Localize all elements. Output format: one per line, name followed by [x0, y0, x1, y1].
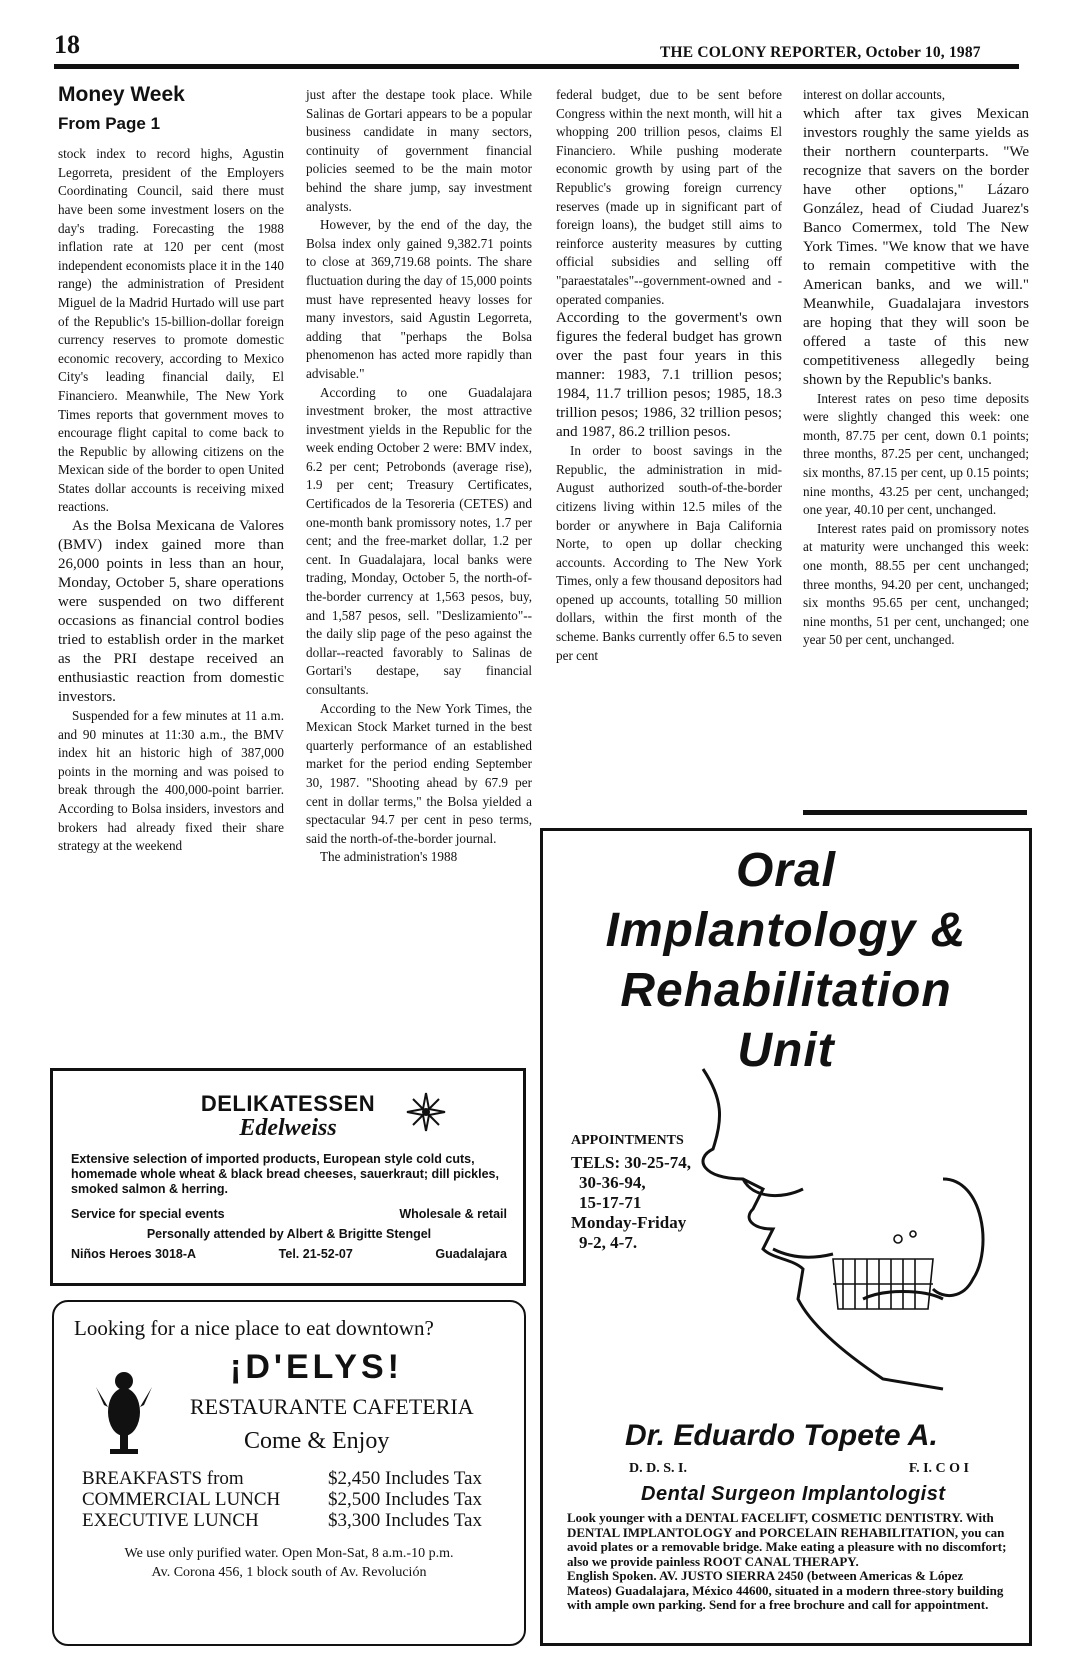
dental-title-line: Unit [737, 1024, 835, 1077]
deli-city: Guadalajara [435, 1247, 507, 1261]
headline: Money Week [58, 83, 185, 106]
paragraph: According to the New York Times, the Mexican Stock Market turned in the best quarterly performance of an established market for the period ending September 30, 1987. "Shooting ahead by 67.9 per cent in dollar terms," the Bolsa yielded a spectacular 94.7 per cent in peso terms, said the north-of-the-border journal. [306, 700, 532, 846]
dental-doctor-name: Dr. Eduardo Topete A. [625, 1419, 938, 1452]
article-column-1 [58, 83, 284, 856]
deli-name: DELIKATESSEN [200, 1091, 376, 1116]
ad-delikatessen [50, 1068, 526, 1286]
dental-degree: F. I. C O I [908, 1461, 969, 1476]
restaurant-tagline: Come & Enjoy [244, 1428, 390, 1454]
dental-degree: D. D. S. I. [629, 1461, 687, 1476]
menu-price: $3,300 Includes Tax [328, 1510, 482, 1531]
restaurant-name: ¡D'ELYS! [230, 1348, 403, 1386]
column-rule [803, 810, 1027, 815]
menu-price: $2,450 Includes Tax [328, 1468, 482, 1489]
face-illustration-icon [683, 1059, 1013, 1399]
dental-body-text: English Spoken. AV. JUSTO SIERRA 2450 (between Americas & López Mateos) Guadalajara, México 44600, situated in a modern three-story building with ample own parking. Send for a free brochure and call for appointment. [567, 1568, 1004, 1612]
deli-description: Extensive selection of imported products, European style cold cuts, homemade whole wheat & black bread cheeses, sauerkraut; dill pickles, smoked salmon & herring. [71, 1152, 499, 1196]
dental-phone-line: 30-36-94, [579, 1173, 646, 1192]
menu-row [82, 1489, 482, 1510]
dental-title [543, 841, 1029, 1081]
restaurant-footer-hours: We use only purified water. Open Mon-Sat, 8 a.m.-10 p.m. [124, 1546, 454, 1561]
paragraph: which after tax gives Mexican investors roughly the same yields as their northern counterparts. "We recognize that savers on the border have other options," Lázaro González, head of Ciudad Juarez's Banco Comermex, told The New York Times. "We know that we have to remain competitive with the American banks, and we will." Meanwhile, Guadalajara investors are hoping that they will soon be offered a taste of this new competitiveness allegedly being shown by the Republic's banks. [803, 105, 1029, 388]
deli-attended: Personally attended by Albert & Brigitte Stengel [146, 1227, 432, 1241]
top-rule [54, 64, 1019, 69]
masthead: THE COLONY REPORTER, October 10, 1987 [660, 44, 981, 61]
dental-title-line: Implantology & [605, 904, 967, 957]
paragraph: just after the destape took place. While Salinas de Gortari appears to be a popular business candidate in many sectors, continuity of government financial policies seemed to be the main motor behind the share jump, say investment analysts. [306, 87, 532, 214]
menu-row [82, 1510, 482, 1531]
dental-phones [571, 1153, 691, 1253]
paragraph: federal budget, due to be sent before Congress within the next month, will hit a whopping 200 trillion pesos, claims El Financiero. While pushing moderate economic growth by using part of the Republic's growing foreign currency reserves (made up in significant part of foreign loans), the budget still aims to reinforce austerity measures by cutting official subsidies and selling off "paraestatales"--government-owned and -operated companies. [556, 87, 782, 307]
deli-service: Service for special events [71, 1207, 225, 1221]
menu-item: COMMERCIAL LUNCH [82, 1489, 281, 1510]
page-number: 18 [54, 30, 80, 59]
paragraph: Interest rates on peso time deposits were slightly changed this week: one month, 87.75 per cent, down 0.1 points; three months, 87.25 per cent, unchanged; six months, 87.15 per cent, up 0.15 points; nine months, 43.25 per cent, unchanged; one year, 40.10 per cent, unchanged. [803, 390, 1029, 518]
paragraph: Interest rates paid on promissory notes at maturity were unchanged this week: one month, 88.55 per cent unchanged; three months, 94.20 per cent, unchanged; six months 95.65 per cent, unchanged; nine months, 51 per cent, unchanged; one year 50 per cent, unchanged. [803, 520, 1029, 648]
restaurant-menu [82, 1468, 482, 1531]
menu-item: BREAKFASTS from [82, 1468, 244, 1489]
deli-phone: Tel. 21-52-07 [278, 1247, 353, 1261]
dental-role: Dental Surgeon Implantologist [641, 1483, 946, 1505]
paragraph: According to one Guadalajara investment broker, the most attractive investment yields in the Republic for the week ending October 2 were: BMV index, 6.2 per cent; Petrobonds (average rise), 1.9 per cent; Treasury Certificates, Certificados de la Tesoreria (CETES) and one-month bank promissory notes, 1.7 per cent; and the free-market dollar, 1.2 per cent. In Guadalajara, local banks were trading, Monday, October 5, the north-of-the-border currency at 1,563 pesos, buy, and 1,587 pesos, sell. "Deslizamiento"--the daily slip page of the peso against the dollar--reacted favorably to Salinas de Gortari's destape, say financial consultants. [306, 384, 532, 697]
dental-body-text: Look younger with a DENTAL FACELIFT, COSMETIC DENTISTRY. With DENTAL IMPLANTOLOGY and PORCELAIN REHABILITATION, you can avoid plates or a removable bridge. Make eating a pleasure with no discomfort; also we provide painless ROOT CANAL THERAPY. [567, 1510, 1007, 1569]
edelweiss-flower-icon [403, 1089, 449, 1135]
paragraph: In order to boost savings in the Republic, the administration in mid-August authorized south-of-the-border citizens living within 12.5 miles of the border or anywhere in Baja California Norte, to open up dollar checking accounts. According to The New York Times, only a few thousand depositors had opened up accounts, totalling 50 million dollars, within the first month of the scheme. Banks currently offer 6.5 to seven per cent [556, 443, 782, 663]
restaurant-subtitle: RESTAURANTE CAFETERIA [190, 1394, 474, 1419]
menu-item: EXECUTIVE LUNCH [82, 1510, 259, 1531]
restaurant-question: Looking for a nice place to eat downtown? [74, 1316, 434, 1340]
deli-script-name: Edelweiss [239, 1115, 337, 1141]
deli-address: Niños Heroes 3018-A [71, 1247, 197, 1261]
article-column-2 [306, 86, 532, 867]
paragraph: stock index to record highs, Agustin Legorreta, president of the Employers Coordinating Council, said there must have been some investment losers on the day's trading. Forecasting the 1988 inflation rate at 120 per cent (most independent economists place it in the 140 range) the administration of President Miguel de la Madrid Hurtado will use part of the Republic's 15-billion-dollar foreign currency reserves to promote domestic economic recovery, according to Mexico City's leading financial daily, El Financiero. Meanwhile, The New York Times reports that government moves to encourage flight capital to come back to the Republic by allowing citizens on the Mexican side of the border to open United States dollar accounts is receiving mixed reactions. [58, 146, 284, 515]
dental-hours-line: Monday-Friday [571, 1213, 687, 1232]
ad-dental [540, 828, 1032, 1646]
dental-appointments-label: APPOINTMENTS [571, 1133, 684, 1148]
dental-hours-line: 9-2, 4-7. [579, 1233, 638, 1252]
dental-degrees [629, 1461, 969, 1477]
paragraph: According to the goverment's own figures the federal budget has grown over the past four years in this manner: 1983, 7.1 trillion pesos; 1984, 11.7 trillion pesos; 1985, 18.3 trillion pesos; 1986, 32 trillion pesos; and 1987, 86.2 trillion pesos. [556, 310, 782, 441]
dental-body [567, 1511, 1007, 1613]
deli-wholesale: Wholesale & retail [399, 1207, 507, 1221]
article-column-3 [556, 86, 782, 818]
dental-phone-line: TELS: 30-25-74, [571, 1153, 691, 1172]
menu-row [82, 1468, 482, 1489]
dental-title-line: Rehabilitation [620, 964, 952, 1017]
bird-logo-icon [94, 1357, 154, 1457]
restaurant-footer [54, 1544, 524, 1582]
paragraph: However, by the end of the day, the Bolsa index only gained 9,382.71 points to close at 369,719.68 points. The share fluctuation during the day of 15,000 points must have represented heavy losses for many investors, said Agustin Legorreta, adding that "perhaps the Bolsa phenomenon has acted more rapidly than advisable." [306, 217, 532, 381]
restaurant-footer-address: Av. Corona 456, 1 block south of Av. Revolución [151, 1565, 427, 1580]
dental-phone-line: 15-17-71 [579, 1193, 642, 1212]
article-column-4 [803, 86, 1029, 810]
subhead: From Page 1 [58, 113, 161, 133]
paragraph: Suspended for a few minutes at 11 a.m. and 90 minutes at 11:30 a.m., the BMV index hit an historic high of 387,000 points in the morning and was poised to break through the 400,000-point barrier. According to Bolsa insiders, investors and brokers had already fixed their share strategy at the weekend [58, 708, 284, 854]
paragraph: interest on dollar accounts, [803, 87, 946, 102]
menu-price: $2,500 Includes Tax [328, 1489, 482, 1510]
paragraph: The administration's 1988 [320, 849, 458, 865]
paragraph: As the Bolsa Mexicana de Valores (BMV) index gained more than 26,000 points in less than an hour, Monday, October 5, share operations were suspended on two different occasions as financial control bodies tried to establish order in the market as the PRI destape received an enthusiastic reaction from domestic investors. [58, 518, 284, 706]
ad-restaurant [52, 1300, 526, 1646]
dental-title-line: Oral [735, 844, 837, 897]
